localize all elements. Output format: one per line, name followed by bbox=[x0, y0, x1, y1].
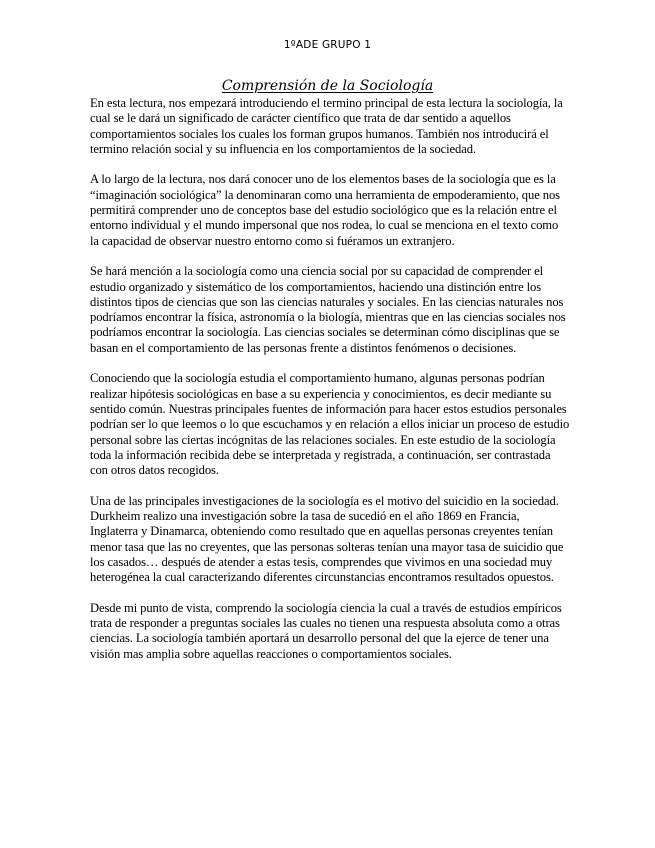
paragraph-social-science: Se hará mención a la sociología como una ciencia social por su capacidad de comprender el estudio organizado y sistemático de los comportamientos, haciendo una distinción entre los distintos tipos de ciencias que son las ciencias naturales y sociales. En las ciencias naturales nos podríamos encontrar la física, astronomía o la biología, mientras que en las ciencias sociales nos podríamos encontrar la sociología. Las ciencias sociales se determinan cómo disciplinas que se basan en el comportamiento de las personas frente a distintos fenómenos o decisiones. bbox=[90, 264, 566, 355]
paragraph-sociological-imagination: A lo largo de la lectura, nos dará conocer uno de los elementos bases de la sociología que es la “imaginación sociológica” la denominaran como una herramienta de empoderamiento, que nos permitirá comprender uno de conceptos base del estudio sociológico que es la relación entre el entorno individual y el mundo impersonal que nos rodea, lo cual se menciona en el texto como la capacidad de observar nuestro entorno como si fuéramos un extranjero. bbox=[90, 172, 560, 248]
paragraph-durkheim-suicide: Una de las principales investigaciones de la sociología es el motivo del suicidio en la sociedad. Durkheim realizo una investigación sobre la tasa de sucedió en el año 1869 en Francia, Inglaterra y Dinamarca, obteniendo como resultado que en aquellas personas creyentes tenían menor tasa que las no creyentes, que las personas solteras tenían una mayor tasa de suicidio que los casados… después de atender a estas tesis, comprendes que vivimos en una sociedad muy heterogénea la cual caracterizando diferentes circunstancias encontramos resultados opuestos. bbox=[90, 493, 564, 585]
paragraph-common-sense: Conociendo que la sociología estudia el comportamiento humano, algunas personas podrían realizar hipótesis sociológicas en base a su experiencia y conocimientos, es decir mediante su sentido común. Nuestras principales fuentes de información para hacer estos estudios personales podrían ser lo que leemos o lo que escuchamos y en relación a ellos iniciar un proceso de estudio personal sobre las ciertas incógnitas de las relaciones sociales. En este estudio de la sociología toda la información recibida debe se interpretada y registrada, a continuación, ser contrastada con otros datos recogidos. bbox=[90, 371, 570, 478]
document-title: Comprensión de la Sociología bbox=[221, 78, 434, 94]
paragraph-conclusion: Desde mi punto de vista, comprendo la sociología ciencia la cual a través de estudios empíricos trata de responder a preguntas sociales las cuales no tienen una respuesta absoluta como a otras ciencias. La sociología también aportará un desarrollo personal del que la ejerce de tener una visión mas amplia sobre aquellas reacciones o comportamientos sociales. bbox=[90, 600, 562, 661]
paragraph-introduction: En esta lectura, nos empezará introduciendo el termino principal de esta lectura la sociología, la cual se le dará un significado de carácter científico que trata de dar sentido a aquellos comportamientos sociales los cuales los forman grupos humanos. También nos introducirá el termino relación social y su influencia en los comportamientos de la sociedad. bbox=[90, 96, 563, 156]
document-body bbox=[90, 96, 570, 677]
page-header: 1ºADE GRUPO 1 bbox=[283, 39, 372, 51]
